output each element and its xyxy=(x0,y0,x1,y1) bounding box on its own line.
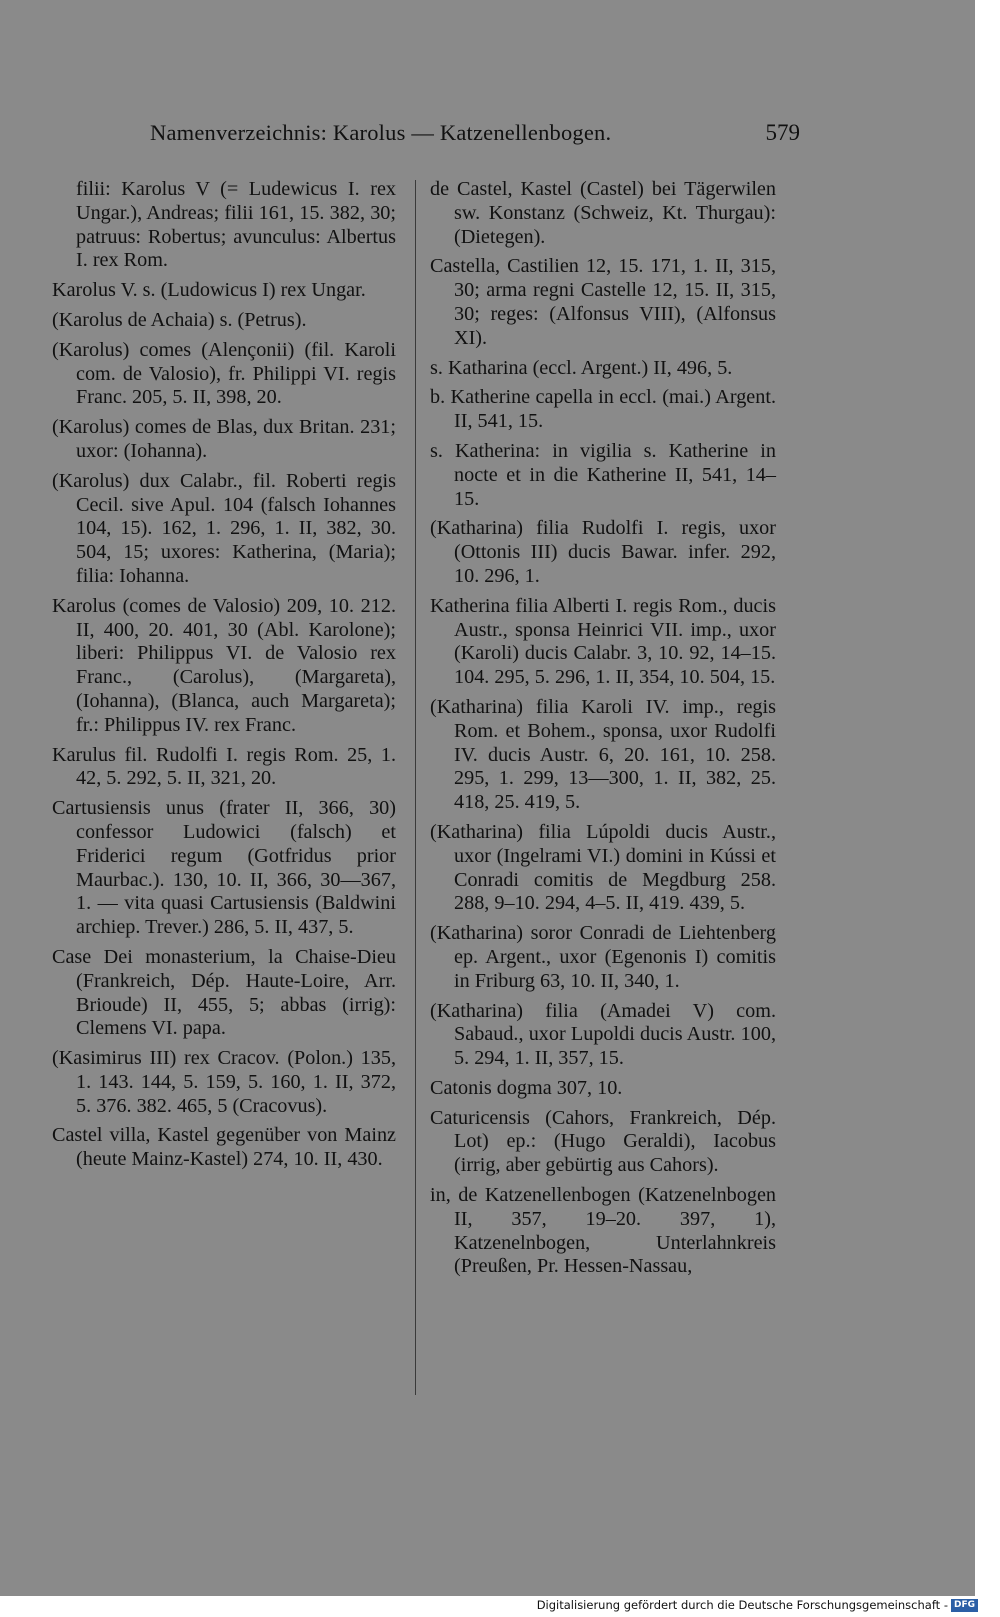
index-entry: s. Katharina (eccl. Argent.) II, 496, 5. xyxy=(430,356,733,379)
index-entry: Cartusiensis unus (frater II, 366, 30) confessor Ludowici (falsch) et Friderici regum (Gotfridus prior Maurbac.). 130, 10. II, 366, 30—367, 1. — vita quasi Cartusiensis (Baldwini archiep. Trever.) 286, 5. II, 437, 5. xyxy=(52,797,396,939)
index-entry: (Katharina) filia (Amadei V) com. Sabaud., uxor Lupoldi ducis Austr. 100, 5. 294, 1. II, 357, 15. xyxy=(430,999,776,1070)
index-entry: de Castel, Kastel (Castel) bei Tägerwilen sw. Konstanz (Schweiz, Kt. Thurgau): (Dietegen). xyxy=(430,178,776,248)
page-header xyxy=(150,120,800,160)
dfg-logo: DFG xyxy=(951,1599,978,1612)
index-entry: Katherina filia Alberti I. regis Rom., ducis Austr., sponsa Heinrici VII. imp., uxor (Karoli) ducis Calabr. 3, 10. 92, 14–15. 104. 295, 5. 296, 1. II, 354, 10. 504, 15. xyxy=(430,594,776,689)
index-entry: (Katharina) filia Rudolfi I. regis, uxor (Ottonis III) ducis Bawar. infer. 292, 10. 296, 1. xyxy=(430,517,776,587)
column-divider xyxy=(415,180,416,1395)
index-entry: in, de Katzenellenbogen (Katzenelnbogen II, 357, 19–20. 397, 1), Katzenelnbogen, Unterlahnkreis (Preußen, Pr. Hessen-Nassau, xyxy=(430,1184,776,1278)
index-entry: (Kasimirus III) rex Cracov. (Polon.) 135, 1. 143. 144, 5. 159, 5. 160, 1. II, 372, 5. 376. 382. 465, 5 (Cracovus). xyxy=(52,1047,396,1117)
index-entry: (Katharina) filia Karoli IV. imp., regis Rom. et Bohem., sponsa, uxor Rudolfi IV. ducis Austr. 6, 20. 161, 10. 258. 295, 1. 299, 13—300, 1. II, 382, 25. 418, 25. 419, 5. xyxy=(430,695,776,814)
index-entry: (Katharina) soror Conradi de Liehtenberg ep. Argent., uxor (Egenonis I) comitis in Friburg 63, 10. II, 340, 1. xyxy=(430,922,776,992)
index-entry: Caturicensis (Cahors, Frankreich, Dép. Lot) ep.: (Hugo Geraldi), Iacobus (irrig, aber gebürtig aus Cahors). xyxy=(430,1106,776,1177)
index-entry: s. Katherina: in vigilia s. Katherine in nocte et in die Katherine II, 541, 14–15. xyxy=(430,439,776,510)
index-entry: Catonis dogma 307, 10. xyxy=(430,1076,623,1099)
index-entry: (Karolus) comes (Alençonii) (fil. Karoli com. de Valosio), fr. Philippi VI. regis Franc. 205, 5. II, 398, 20. xyxy=(52,338,396,409)
footer-text: Digitalisierung gefördert durch die Deutsche Forschungsgemeinschaft - xyxy=(536,1598,948,1612)
index-entry: Karolus V. s. (Ludowicus I) rex Ungar. xyxy=(52,279,366,302)
running-title: Namenverzeichnis: Karolus — Katzenellenbogen. xyxy=(150,120,612,145)
page-number: 579 xyxy=(765,120,800,145)
index-entry: (Katharina) filia Lúpoldi ducis Austr., uxor (Ingelrami VI.) domini in Kússi et Conradi comitis de Megdburg 258. 288, 9–10. 294, 4–5. II, 419. 439, 5. xyxy=(430,820,776,915)
index-entry: Karulus fil. Rudolfi I. regis Rom. 25, 1. 42, 5. 292, 5. II, 321, 20. xyxy=(52,743,396,790)
index-entry: b. Katherine capella in eccl. (mai.) Argent. II, 541, 15. xyxy=(430,386,776,433)
index-entry: Case Dei monasterium, la Chaise-Dieu (Frankreich, Dép. Haute-Loire, Arr. Brioude) II, 455, 5; abbas (irrig): Clemens VI. papa. xyxy=(52,945,396,1040)
digitization-footer xyxy=(537,1598,978,1612)
index-entry: Castella, Castilien 12, 15. 171, 1. II, 315, 30; arma regni Castelle 12, 15. II, 315, 30; reges: (Alfonsus VIII), (Alfonsus XI). xyxy=(430,255,776,349)
index-column-left xyxy=(52,178,396,1172)
index-entry: Castel villa, Kastel gegenüber von Mainz (heute Mainz-Kastel) 274, 10. II, 430. xyxy=(52,1124,396,1171)
index-entry: (Karolus de Achaia) s. (Petrus). xyxy=(52,308,307,331)
index-entry: filii: Karolus V (= Ludewicus I. rex Ungar.), Andreas; filii 161, 15. 382, 30; patruus: Robertus; avunculus: Albertus I. rex Rom. xyxy=(76,178,396,272)
index-column-right xyxy=(430,178,776,1279)
index-entry: (Karolus) comes de Blas, dux Britan. 231; uxor: (Iohanna). xyxy=(52,416,396,462)
index-entry: (Karolus) dux Calabr., fil. Roberti regis Cecil. sive Apul. 104 (falsch Iohannes 104, 15). 162, 1. 296, 1. II, 382, 30. 504, 15; uxores: Katherina, (Maria); filia: Iohanna. xyxy=(52,469,396,587)
index-entry: Karolus (comes de Valosio) 209, 10. 212. II, 400, 20. 401, 30 (Abl. Karolone); liberi: Philippus VI. de Valosio rex Franc., (Carolus), (Margareta), (Iohanna), (Blanca, auch Margareta); fr.: Philippus IV. rex Franc. xyxy=(52,594,396,736)
